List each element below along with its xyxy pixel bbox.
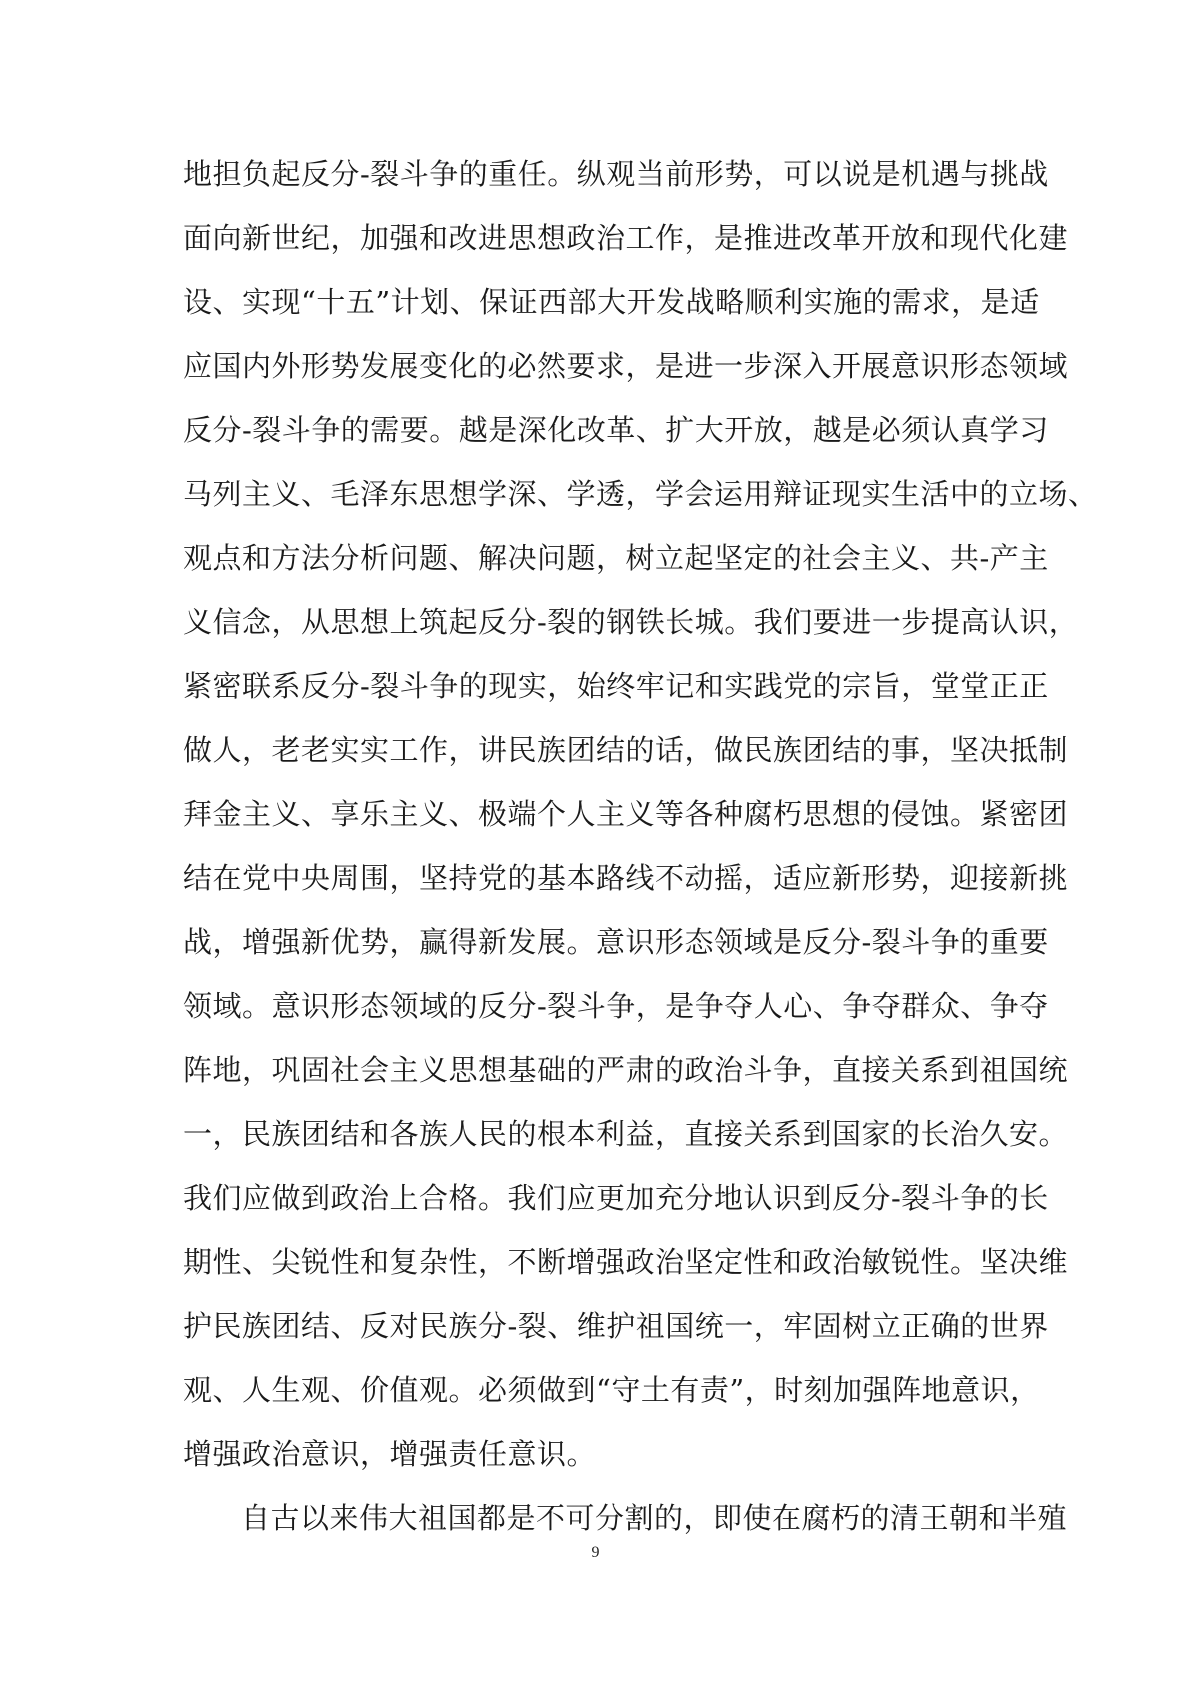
text-line-15: 阵地，巩固社会主义思想基础的严肃的政治斗争，直接关系到祖国统 (183, 1053, 1069, 1087)
text-line-22: 自古以来伟大祖国都是不可分割的，即使在腐朽的清王朝和半殖 (241, 1501, 1068, 1535)
text-line-7: 观点和方法分析问题、解决问题，树立起坚定的社会主义、共-产主 (183, 541, 1049, 575)
text-line-8: 义信念，从思想上筑起反分-裂的钢铁长城。我们要进一步提高认识， (183, 605, 1079, 639)
text-line-19: 护民族团结、反对民族分-裂、维护祖国统一，牢固树立正确的世界 (183, 1309, 1049, 1343)
text-line-14: 领域。意识形态领域的反分-裂斗争，是争夺人心、争夺群众、争夺 (183, 989, 1049, 1023)
page-number: 9 (591, 1544, 600, 1561)
text-line-17: 我们应做到政治上合格。我们应更加充分地认识到反分-裂斗争的长 (183, 1181, 1049, 1215)
text-line-4: 应国内外形势发展变化的必然要求，是进一步深入开展意识形态领域 (183, 349, 1069, 383)
text-line-5: 反分-裂斗争的需要。越是深化改革、扩大开放，越是必须认真学习 (183, 413, 1049, 447)
text-line-13: 战，增强新优势，赢得新发展。意识形态领域是反分-裂斗争的重要 (183, 925, 1049, 959)
text-line-2: 面向新世纪，加强和改进思想政治工作，是推进改革开放和现代化建 (183, 221, 1069, 255)
text-line-10: 做人，老老实实工作，讲民族团结的话，做民族团结的事，坚决抵制 (183, 733, 1069, 767)
text-line-12: 结在党中央周围，坚持党的基本路线不动摇，适应新形势，迎接新挑 (183, 861, 1069, 895)
text-line-21: 增强政治意识，增强责任意识。 (183, 1437, 597, 1471)
text-line-16: 一，民族团结和各族人民的根本利益，直接关系到国家的长治久安。 (183, 1117, 1069, 1151)
text-line-20: 观、人生观、价值观。必须做到“守土有责”，时刻加强阵地意识， (183, 1373, 1040, 1407)
text-line-6: 马列主义、毛泽东思想学深、学透，学会运用辩证现实生活中的立场、 (183, 477, 1098, 511)
body-text (183, 142, 1098, 1550)
text-line-18: 期性、尖锐性和复杂性，不断增强政治坚定性和政治敏锐性。坚决维 (183, 1245, 1069, 1279)
text-line-11: 拜金主义、享乐主义、极端个人主义等各种腐朽思想的侵蚀。紧密团 (183, 797, 1069, 831)
text-line-3: 设、实现“十五”计划、保证西部大开发战略顺利实施的需求，是适 (183, 285, 1040, 319)
text-line-9: 紧密联系反分-裂斗争的现实，始终牢记和实践党的宗旨，堂堂正正 (183, 669, 1049, 703)
text-line-1: 地担负起反分-裂斗争的重任。纵观当前形势，可以说是机遇与挑战 (183, 157, 1049, 191)
